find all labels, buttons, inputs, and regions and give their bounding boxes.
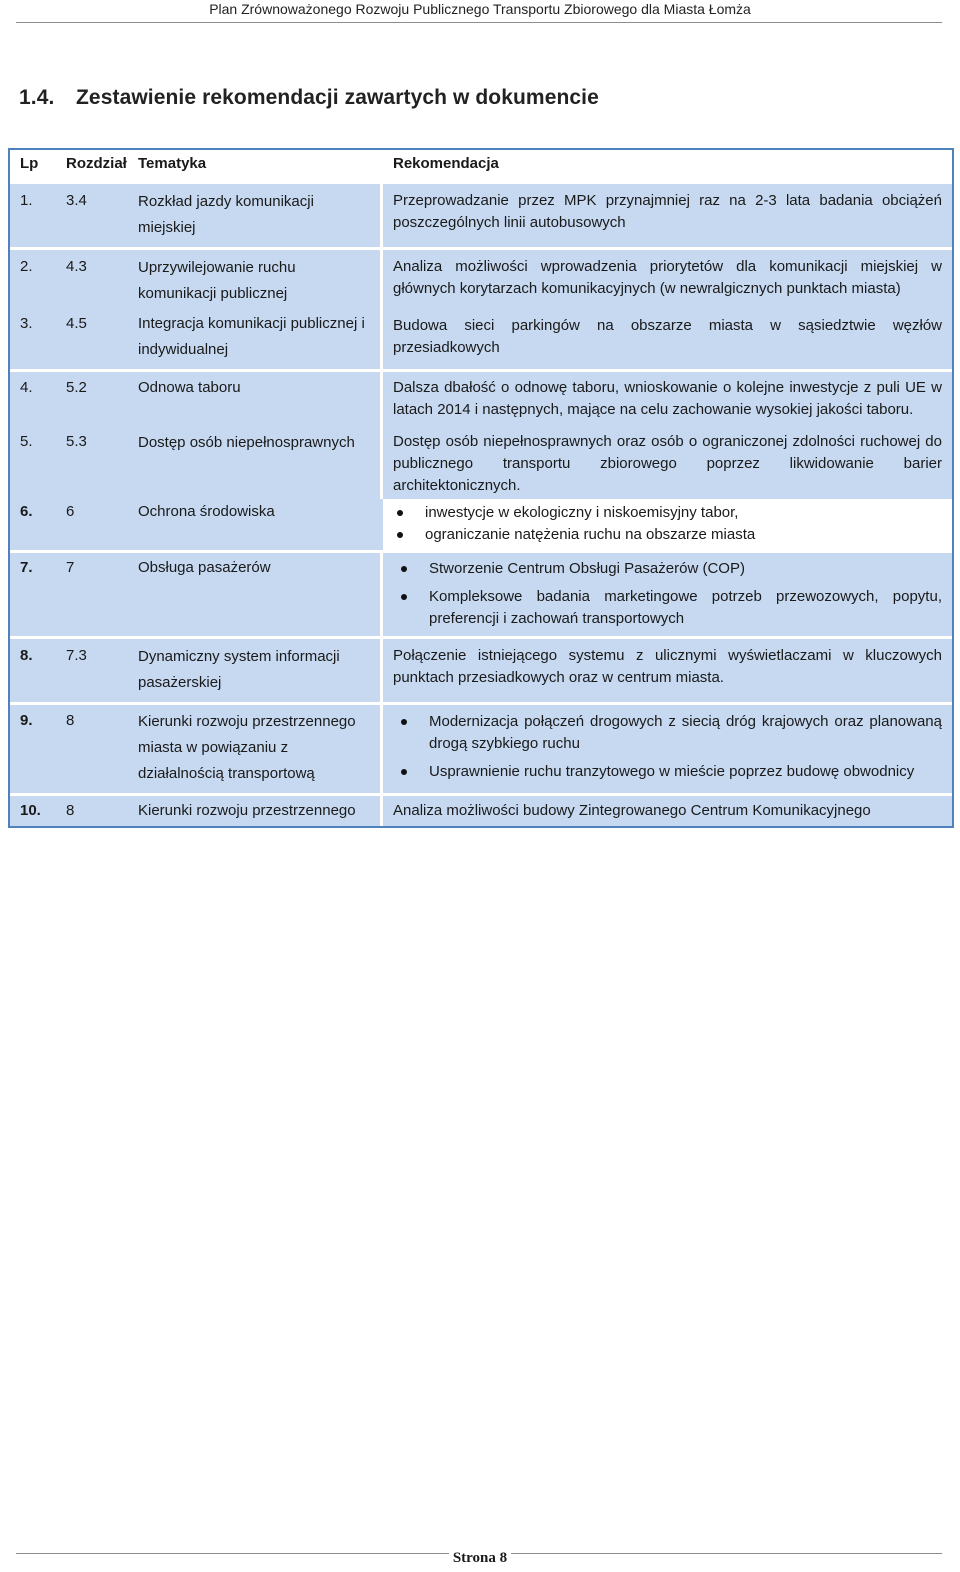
table-row [10, 702, 952, 793]
row-rozdzial: 7.3 [60, 636, 128, 702]
header-rule [16, 22, 942, 23]
row-rozdzial: 8 [60, 793, 128, 826]
row-rozdzial: 4.3 [60, 247, 128, 311]
table-row [10, 181, 952, 247]
column-header-tematyka: Tematyka [128, 150, 383, 181]
column-header-lp: Lp [10, 150, 60, 181]
row-lp: 1. [10, 181, 60, 247]
row-rekomendacja: Analiza możliwości wprowadzenia priorytetów dla komunikacji miejskiej w głównych korytarzach komunikacyjnych (w newralgicznych punktach miasta) [383, 247, 952, 311]
table-row [10, 793, 952, 826]
table-header-row [10, 150, 952, 181]
bullet-item: Kompleksowe badania marketingowe potrzeb przewozowych, popytu, preferencji i zachowań transportowych [429, 586, 942, 630]
table-row [10, 636, 952, 702]
row-tematyka: Dynamiczny system informacji pasażerskiej [138, 648, 340, 691]
row-tematyka: Uprzywilejowanie ruchu komunikacji publicznej [138, 259, 296, 302]
table-row [10, 550, 952, 636]
row-lp: 9. [10, 702, 60, 793]
bullet-item: Stworzenie Centrum Obsługi Pasażerów (COP) [429, 558, 942, 580]
section-heading [19, 86, 599, 110]
row-lp: 6. [10, 499, 60, 550]
row-rekomendacja: Dalsza dbałość o odnowę taboru, wnioskowanie o kolejne inwestycje z puli UE w latach 2014 i następnych, mające na celu zachowanie wysokiej jakości taboru. [383, 369, 952, 425]
table-row [10, 247, 952, 311]
bullet-item: inwestycje w ekologiczny i niskoemisyjny tabor, [425, 502, 942, 524]
row-rozdzial: 4.5 [60, 311, 128, 369]
column-header-rozdzial: Rozdział [60, 150, 128, 181]
row-tematyka: Kierunki rozwoju przestrzennego miasta w powiązaniu z działalnością transportową [138, 713, 356, 782]
row-rozdzial: 5.3 [60, 425, 128, 499]
row-lp: 8. [10, 636, 60, 702]
row-rozdzial: 3.4 [60, 181, 128, 247]
bullet-item: Usprawnienie ruchu tranzytowego w mieście poprzez budowę obwodnicy [429, 761, 942, 783]
bullet-item: ograniczanie natężenia ruchu na obszarze miasta [425, 524, 942, 546]
row-rozdzial: 6 [60, 499, 128, 550]
row-rekomendacja: Analiza możliwości budowy Zintegrowanego Centrum Komunikacyjnego [383, 793, 952, 826]
table-row [10, 369, 952, 425]
row-tematyka: Ochrona środowiska [128, 499, 383, 550]
row-tematyka: Dostęp osób niepełnosprawnych [138, 434, 355, 451]
row-lp: 2. [10, 247, 60, 311]
page-footer [0, 1549, 960, 1567]
row-lp: 5. [10, 425, 60, 499]
bullet-item: Modernizacja połączeń drogowych z siecią dróg krajowych oraz planowaną drogą szybkiego ruchu [429, 711, 942, 755]
column-header-rekomendacja: Rekomendacja [383, 150, 952, 181]
row-lp: 3. [10, 311, 60, 369]
row-rekomendacja: Dostęp osób niepełnosprawnych oraz osób o ograniczonej zdolności ruchowej do publicznego transportu zbiorowego poprzez likwidowanie barier architektonicznych. [383, 425, 952, 499]
page-number: Strona 8 [449, 1550, 511, 1566]
table-row [10, 311, 952, 369]
section-title: Zestawienie rekomendacji zawartych w dokumencie [76, 86, 599, 109]
row-rozdzial: 7 [60, 550, 128, 636]
row-tematyka: Rozkład jazdy komunikacji miejskiej [138, 193, 314, 236]
row-rozdzial: 5.2 [60, 369, 128, 425]
row-lp: 4. [10, 369, 60, 425]
row-tematyka: Integracja komunikacji publicznej i indywidualnej [138, 315, 365, 358]
row-rekomendacja: Połączenie istniejącego systemu z ulicznymi wyświetlaczami w kluczowych punktach przesiadkowych oraz w centrum miasta. [383, 636, 952, 702]
row-rekomendacja: Budowa sieci parkingów na obszarze miasta w sąsiedztwie węzłów przesiadkowych [383, 311, 952, 369]
table-row [10, 499, 952, 550]
table-row [10, 425, 952, 499]
recommendations-table [8, 148, 954, 828]
row-lp: 7. [10, 550, 60, 636]
row-lp: 10. [10, 793, 60, 826]
row-tematyka: Obsługa pasażerów [128, 550, 383, 636]
row-rozdzial: 8 [60, 702, 128, 793]
section-number: 1.4. [19, 86, 55, 109]
row-tematyka: Odnowa taboru [128, 369, 383, 425]
row-tematyka: Kierunki rozwoju przestrzennego [128, 793, 383, 826]
running-header: Plan Zrównoważonego Rozwoju Publicznego Transportu Zbiorowego dla Miasta Łomża [209, 1, 751, 17]
row-rekomendacja: Przeprowadzanie przez MPK przynajmniej raz na 2-3 lata badania obciążeń poszczególnych linii autobusowych [383, 181, 952, 247]
